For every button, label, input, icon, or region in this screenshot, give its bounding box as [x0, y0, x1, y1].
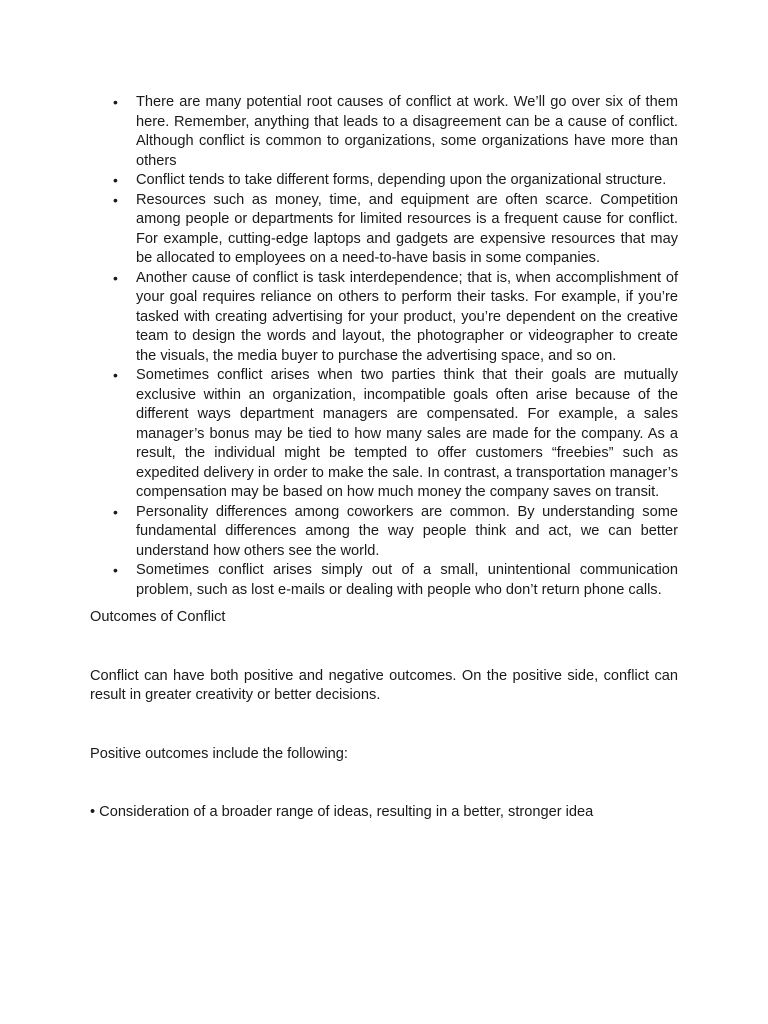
list-item-text: There are many potential root causes of conflict at work. We’ll go over six of them here. Remember, anything that leads to a disagreement can be a cause of conflict. Although conflict is common to organizations, some organizations have more than others — [136, 94, 678, 169]
bullet-marker: • — [113, 562, 118, 578]
list-item — [90, 93, 678, 171]
list-item-text: Sometimes conflict arises simply out of a small, unintentional communication problem, such as lost e-mails or dealing with people who don’t return phone calls. — [136, 562, 678, 598]
bullet-marker: • — [113, 503, 118, 520]
list-item — [90, 171, 678, 191]
bullet-marker: • — [113, 367, 118, 383]
list-item — [90, 269, 678, 367]
list-item-text: Conflict tends to take different forms, depending upon the organizational structure. — [136, 172, 667, 188]
outcomes-paragraph: Conflict can have both positive and negative outcomes. On the positive side, conflict can result in greater creativity or better decisions. — [90, 667, 678, 703]
list-item — [90, 191, 678, 269]
bullet-marker: • — [113, 269, 118, 286]
positive-outcomes-intro: Positive outcomes include the following: — [90, 745, 348, 762]
list-item-text: Sometimes conflict arises when two parties think that their goals are mutually exclusive within an organization, incompatible goals often arise because of the different ways department managers are compensated. For example, a sales manager’s bonus may be tied to how many sales are made for the company. As a result, the individual might be tempted to offer customers “freebies” such as expedited delivery in order to make the sale. In contrast, a transportation manager’s compensation may be based on how much money the company saves on transit. — [136, 367, 678, 500]
list-item-text: Resources such as money, time, and equipment are often scarce. Competition among people or departments for limited resources is a frequent cause for conflict. For example, cutting-edge laptops and gadgets are expensive resources that may be allocated to employees on a need-to-have basis in some companies. — [136, 191, 678, 266]
list-item-text: Another cause of conflict is task interdependence; that is, when accomplishment of your goal requires reliance on others to perform their tasks. For example, if you’re tasked with creating advertising for your product, you’re dependent on the creative team to design the words and layout, the photographer or videographer to create the visuals, the media buyer to purchase the advertising space, and so on. — [136, 269, 678, 364]
list-item — [90, 366, 678, 503]
section-heading: Outcomes of Conflict — [90, 609, 226, 625]
document-page — [90, 93, 678, 823]
cause-bullet-list — [90, 93, 678, 600]
list-item — [90, 561, 678, 600]
bullet-marker: • — [113, 191, 118, 208]
list-item-text: Personality differences among coworkers are common. By understanding some fundamental differences among the way people think and act, we can better understand how others see the world. — [136, 503, 678, 559]
bullet-marker: • — [113, 172, 118, 188]
list-item — [90, 503, 678, 562]
bullet-marker: • — [113, 94, 118, 110]
positive-outcome-item: • Consideration of a broader range of ideas, resulting in a better, stronger idea — [90, 804, 594, 820]
